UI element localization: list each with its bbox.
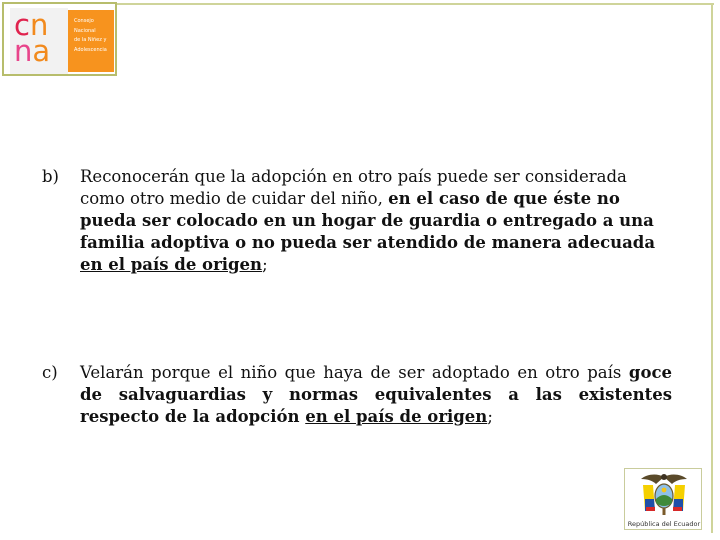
logo-line: Adolescencia [74, 46, 107, 53]
cnna-logo [2, 2, 117, 76]
logo-line: de la Niñez y [74, 37, 107, 43]
frame-top-line [116, 3, 714, 5]
bold-text: en el caso de que éste no pueda ser colocado en un hogar de guardia o entregado a una familia adoptiva o no pueda ser atendido de manera adecuada [80, 189, 656, 252]
list-item-b [42, 166, 668, 276]
underlined-text: en el país de origen [305, 407, 488, 426]
logo-letters [14, 8, 68, 68]
logo-line: Consejo [74, 18, 94, 24]
paragraph-b [80, 166, 668, 276]
logo-letter-n: n [29, 8, 49, 42]
end-punctuation: ; [262, 255, 268, 274]
logo-text [74, 17, 107, 55]
frame-right-line [711, 3, 713, 533]
list-marker: b) [42, 167, 59, 186]
list-marker: c) [42, 363, 58, 382]
emblem-caption: República del Ecuador [627, 520, 701, 528]
list-item-c [42, 362, 672, 428]
plain-text: Reconocerán que la adopción en otro país puede ser considerada como otro medio de cuidar del niño, [80, 167, 627, 208]
logo-letter-a: a [32, 34, 51, 68]
underlined-text: en el país de origen [80, 255, 263, 274]
plain-text: Velarán porque el niño que haya de ser adoptado en otro país [80, 363, 629, 382]
bold-text: goce de salvaguardias y normas equivalentes a las existentes respecto de la adopción [80, 363, 672, 426]
logo-line: Nacional [74, 27, 96, 34]
paragraph-c [80, 362, 672, 428]
logo-letter-n: n [14, 34, 33, 68]
logo-letter-c: c [14, 8, 30, 42]
ecuador-coat-of-arms-icon [639, 471, 689, 517]
ecuador-emblem [624, 468, 702, 530]
end-punctuation: ; [487, 407, 493, 426]
